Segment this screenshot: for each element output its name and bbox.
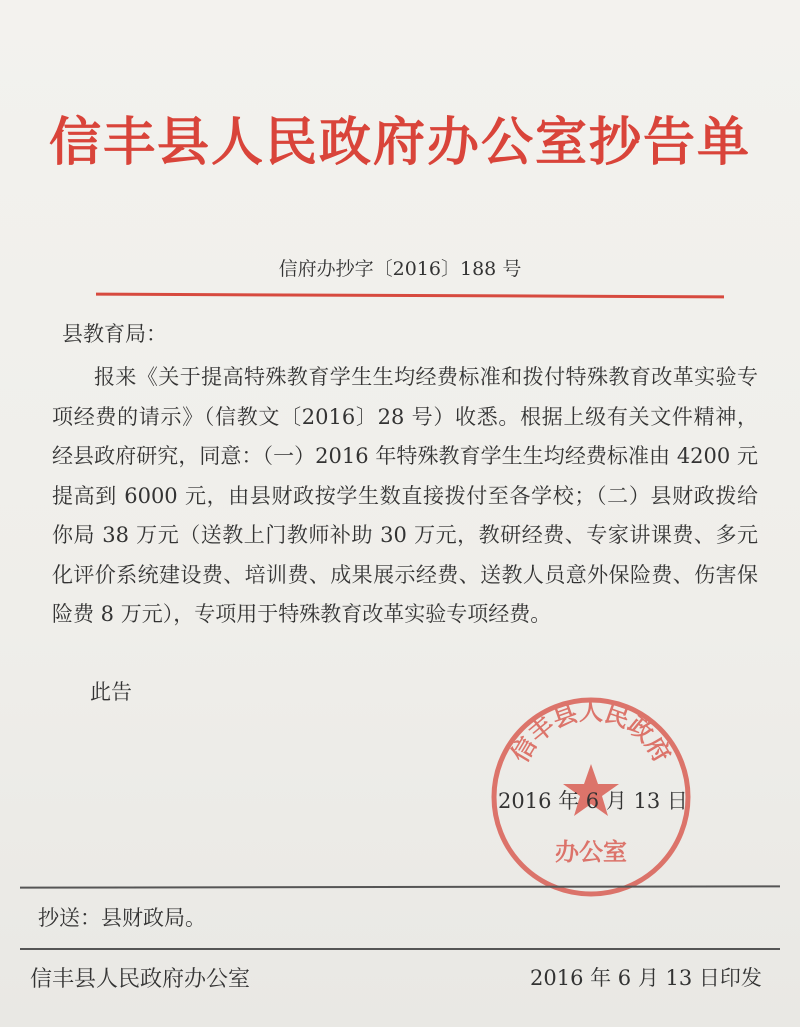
letter-body: 报来《关于提高特殊教育学生生均经费标准和拨付特殊教育改革实验专项经费的请示》（信教文〔2016〕28 号）收悉。根据上级有关文件精神，经县政府研究，同意：（一）2016 年特殊教育学生生均经费标准由 4200 元提高到 6000 元，由县财政按学生数直接拨付至各学校；（二）县财政拨给你局 38 万元（送教上门教师补助 30 万元，教研经费、专家讲课费、多元化评价系统建设费、培训费、成果展示经费、送教人员意外保险费、伤害保险费 8 万元），专项用于特殊教育改革实验专项经费。 (52, 365, 758, 626)
seal-arc-text: 信丰县人民政府 (505, 696, 677, 768)
footer-divider-bottom (20, 948, 780, 950)
document-title: 信丰县人民政府办公室抄告单 (48, 112, 751, 173)
cc-line: 抄送：县财政局。 (38, 906, 206, 930)
issuer-name: 信丰县人民政府办公室 (30, 967, 251, 992)
letter-closing: 此告 (90, 680, 132, 704)
red-divider (96, 293, 724, 299)
letter-date: 2016 年 6 月 13 日 (498, 789, 688, 813)
addressee: 县教育局： (62, 322, 167, 346)
issue-date: 2016 年 6 月 13 日印发 (530, 966, 762, 990)
seal-bottom-text: 办公室 (555, 837, 627, 866)
document-number: 信府办抄字〔2016〕188 号 (278, 258, 522, 280)
